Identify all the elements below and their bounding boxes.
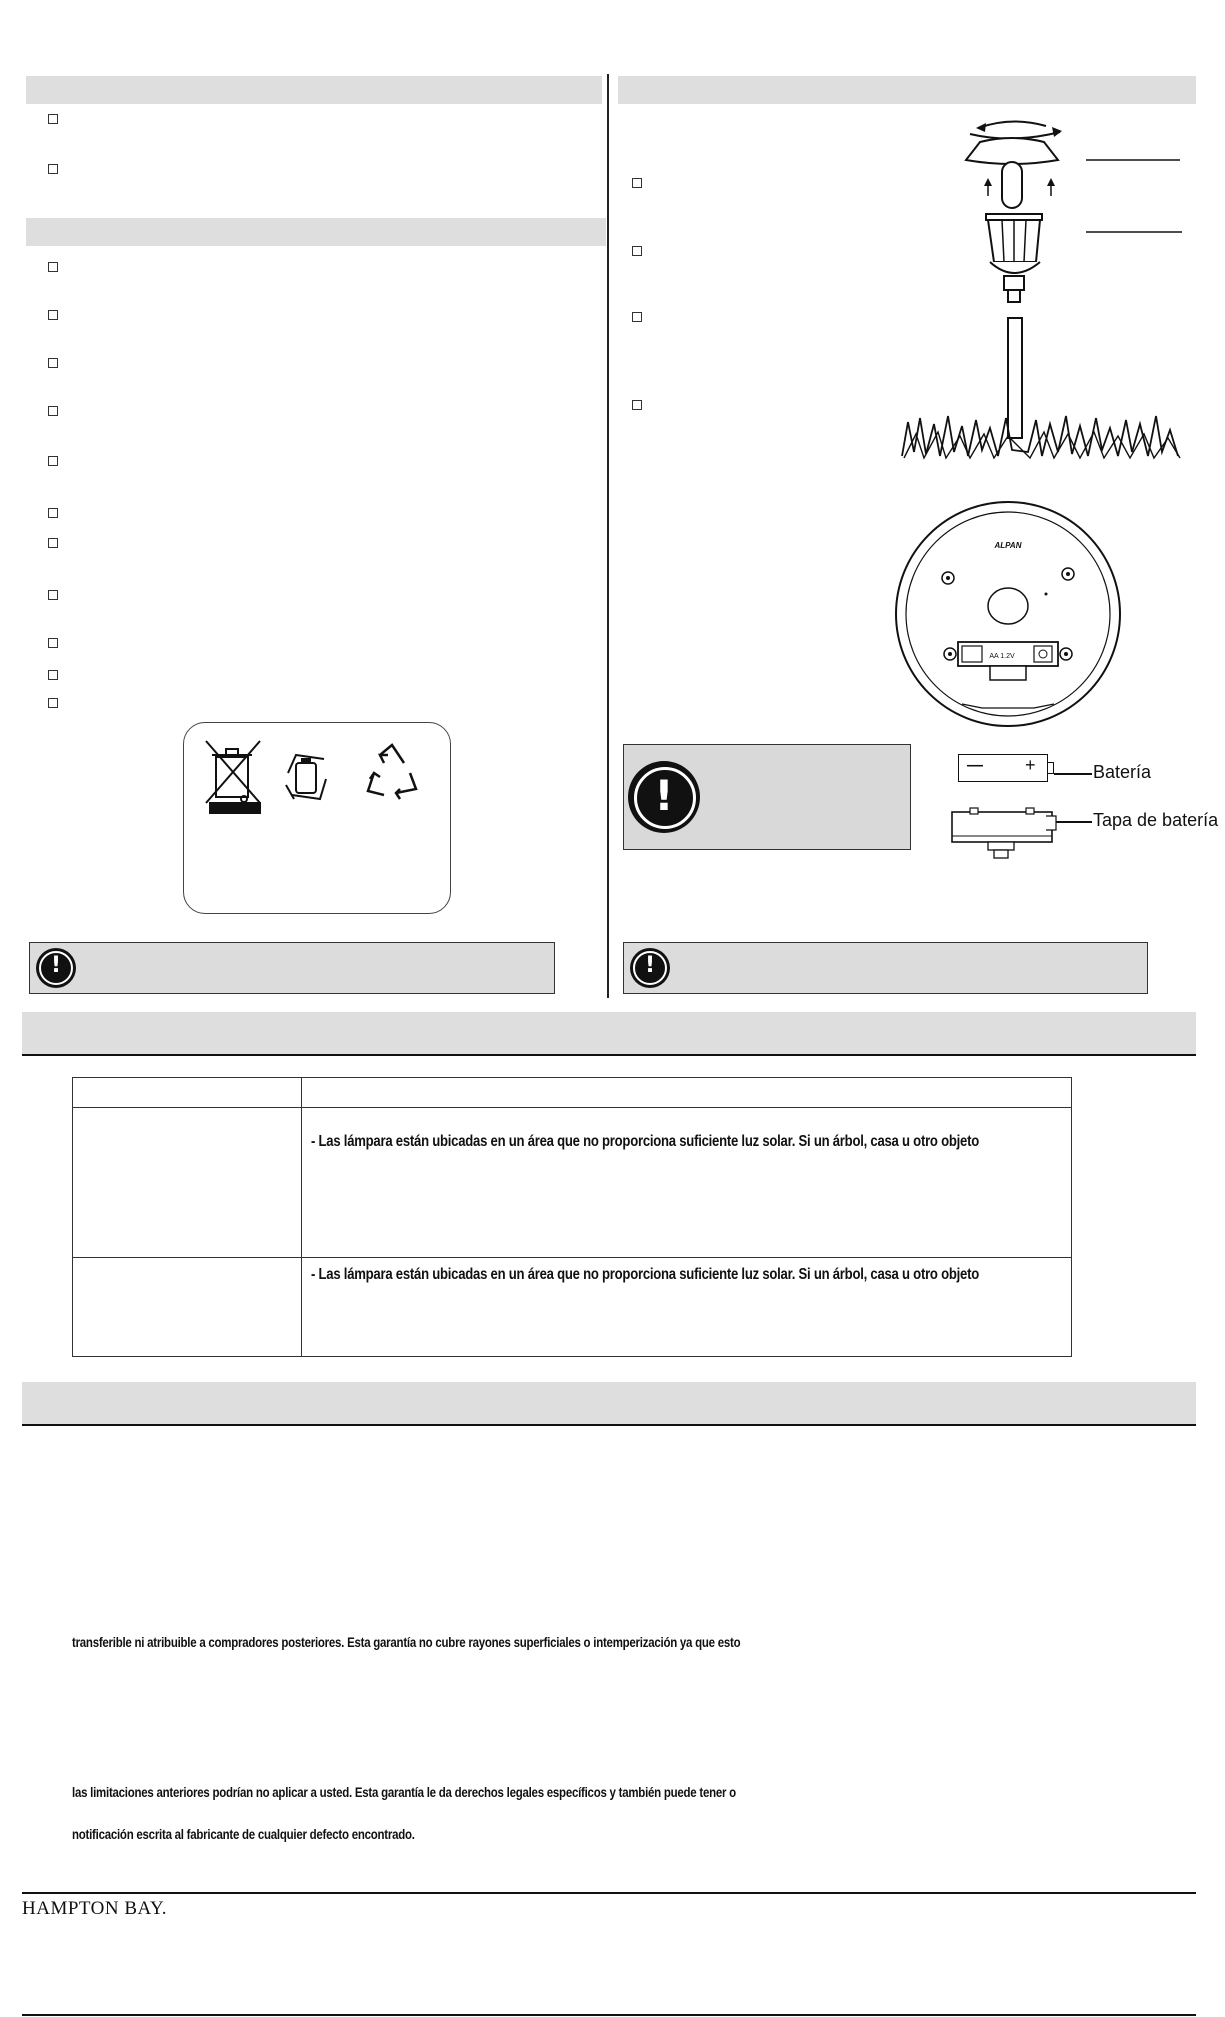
recycle-icon [368,745,416,799]
warranty-line: transferible ni atribuible a compradores posteriores. Esta garantía no cubre rayones superficiales o intemperización ya que esto [72,1634,741,1650]
battery-spec-label: AA 1.2V [989,653,1015,660]
checkbox[interactable] [48,670,58,680]
left-section-header-2 [26,218,606,246]
battery-label: Batería [1093,762,1152,782]
checkbox[interactable] [632,178,642,188]
right-warning-box [623,744,911,850]
brand-mark: ALPAN [994,541,1022,550]
table-header-row [73,1078,1071,1108]
warranty-line: las limitaciones anteriores podrían no aplicar a usted. Esta garantía le da derechos legales específicos y también puede tener o [72,1784,736,1800]
battery-plus-sign: + [1025,755,1036,775]
battery-cover-label: Tapa de batería [1093,810,1219,830]
table-cell-solution: - Las lámpara están ubicadas en un área que no proporciona suficiente luz solar. Si un árbol, casa u otro objeto [311,1266,979,1283]
warranty-line: notificación escrita al fabricante de cualquier defecto encontrado. [72,1826,415,1842]
lamp-assembly-diagram [890,112,1200,472]
crossed-bin-icon [206,741,260,813]
right-section-header [618,76,1196,104]
disposal-symbols-box [183,722,451,914]
disposal-icons [184,733,450,833]
left-section-header-1 [26,76,602,104]
table-row [73,1107,1071,1258]
table-row [73,1258,1071,1356]
checkbox[interactable] [48,508,58,518]
checkbox[interactable] [632,312,642,322]
checkbox[interactable] [48,538,58,548]
warranty-header [22,1382,1196,1426]
checkbox[interactable] [632,246,642,256]
checkbox[interactable] [48,164,58,174]
checkbox[interactable] [632,400,642,410]
checkbox[interactable] [48,114,58,124]
checkbox[interactable] [48,406,58,416]
bottom-divider [22,2014,1196,2016]
warning-icon: ! [36,948,76,988]
troubleshooting-header [22,1012,1196,1056]
brand-logo: HAMPTON BAY. [22,1898,168,1919]
warning-icon: ! [630,948,670,988]
checkbox[interactable] [48,262,58,272]
warning-icon: ! [628,761,700,833]
checkbox[interactable] [48,590,58,600]
battery-terminal [1047,762,1054,774]
checkbox[interactable] [48,310,58,320]
battery-callout-line [1054,773,1092,775]
column-divider [607,74,609,998]
battery-cover-callout-line [1056,821,1092,823]
table-cell-solution: - Las lámpara están ubicadas en un área que no proporciona suficiente luz solar. Si un árbol, casa u otro objeto [311,1133,979,1150]
left-warning-bar [29,942,555,994]
checkbox[interactable] [48,456,58,466]
checkbox[interactable] [48,698,58,708]
troubleshooting-table [72,1077,1072,1357]
right-warning-bar [623,942,1148,994]
footer-divider [22,1892,1196,1894]
battery-minus-sign: — [967,757,983,774]
battery-illustration [958,754,1048,782]
checkbox[interactable] [48,358,58,368]
battery-recycle-icon [286,755,326,799]
battery-compartment-diagram [892,496,1124,732]
battery-cover-illustration [950,806,1060,862]
checkbox[interactable] [48,638,58,648]
